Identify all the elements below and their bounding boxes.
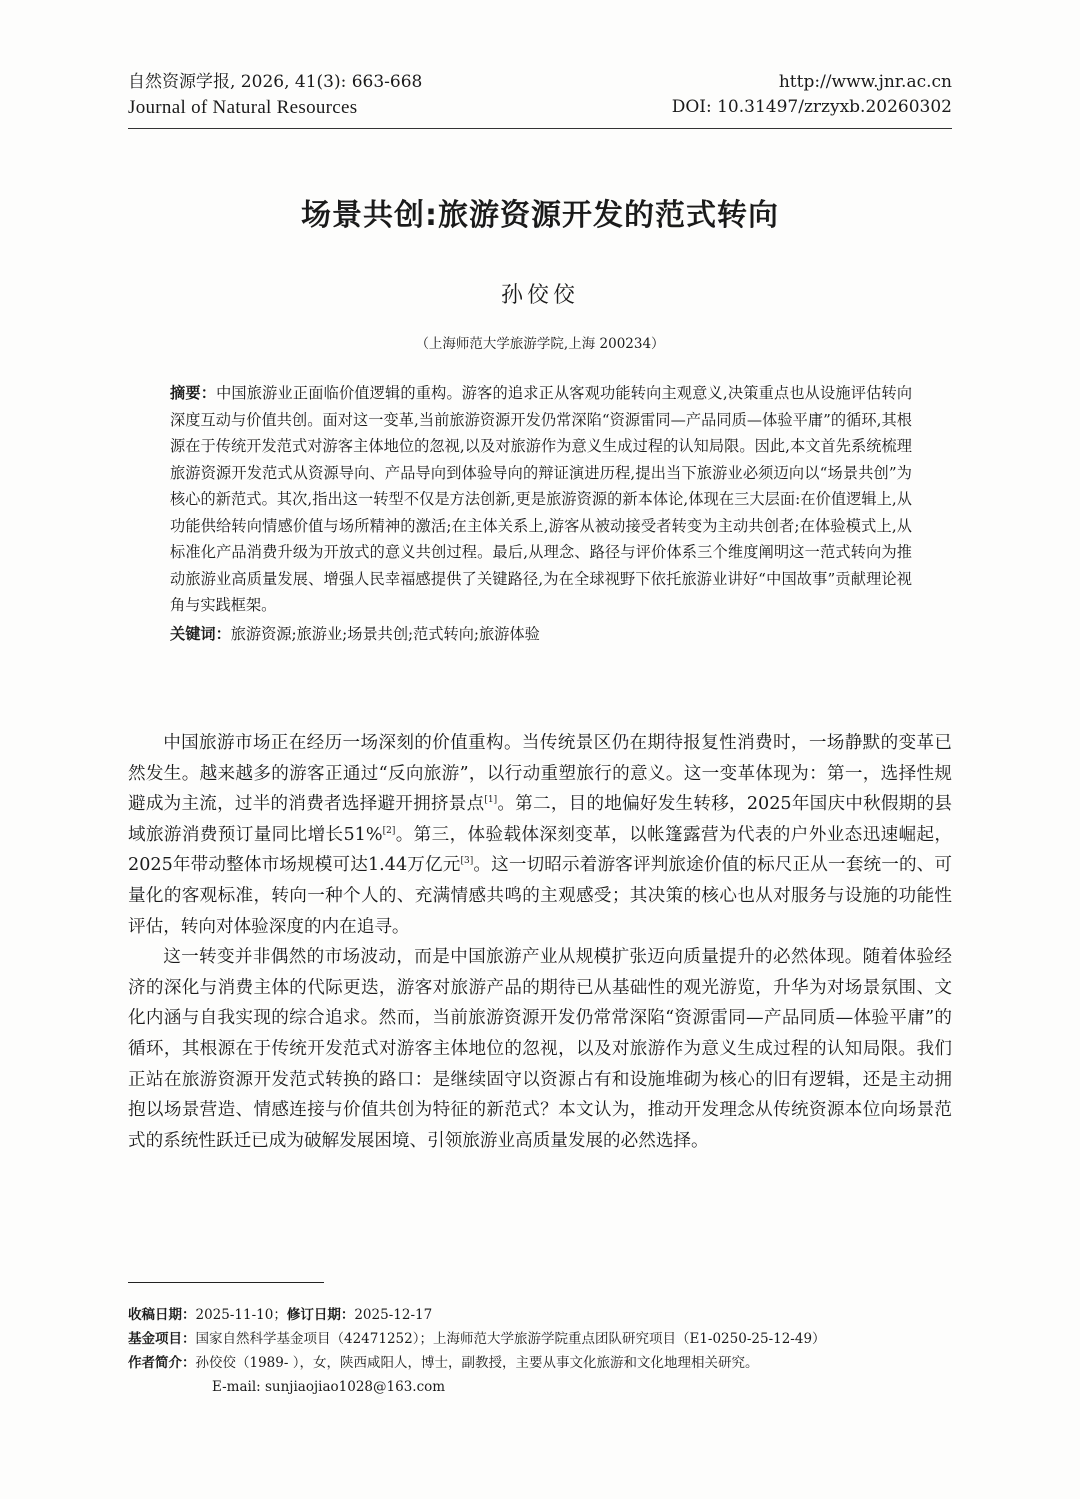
footnotes — [128, 1303, 952, 1399]
footnote-rule — [128, 1282, 324, 1283]
paragraph-1 — [128, 728, 952, 942]
revised-label: 修订日期： — [286, 1307, 355, 1323]
citation-1[interactable]: [1] — [484, 795, 498, 806]
received-label: 收稿日期： — [128, 1307, 196, 1323]
abstract-label: 摘要： — [170, 384, 217, 402]
received-date: 2025-11-10； — [195, 1307, 287, 1323]
header-left — [128, 70, 422, 120]
article-title: 场景共创:旅游资源开发的范式转向 — [301, 198, 779, 233]
p1-part-d: 。这一切昭示着游客评判旅途价值的标尺正从一套统一的、可量化的客观标准，转向一种个人的、充满情感共鸣的主观感受；其决策的核心也从对服务与设施的功能性评估，转向对体验深度的内在追寻。 — [128, 855, 952, 937]
keywords-list: 旅游资源;旅游业;场景共创;范式转向;旅游体验 — [230, 624, 540, 643]
p1-part-c: 。第三，体验载体深刻变革，以帐篷露营为代表的户外业态迅速崛起，2025年带动整体市场规模可达1.44万亿元 — [128, 824, 952, 876]
main-text — [128, 728, 952, 1156]
journal-name: Journal of Natural Resources — [128, 97, 358, 118]
affiliation: （上海师范大学旅游学院,上海 200234） — [415, 336, 665, 352]
citation-3[interactable]: [3] — [460, 856, 474, 867]
abstract-text — [170, 380, 912, 619]
fund-text: 国家自然科学基金项目（42471252）；上海师范大学旅游学院重点团队研究项目（E1-0250-25-12-49） — [195, 1331, 826, 1347]
author-name: 孙佼佼 — [500, 283, 579, 308]
p1-part-a: 中国旅游市场正在经历一场深刻的价值重构。当传统景区仍在期待报复性消费时，一场静默的变革已然发生。越来越多的游客正通过“反向旅游”，以行动重塑旅行的意义。这一变革体现为：第一，选择性规避成为主流，过半的消费者选择避开拥挤景点 — [128, 733, 952, 815]
author-email[interactable]: E-mail: sunjiaojiao1028@163.com — [212, 1379, 446, 1395]
fund-line — [128, 1327, 952, 1351]
citation-2[interactable]: [2] — [382, 825, 396, 836]
keywords-label: 关键词： — [170, 624, 231, 643]
bio-text: 孙佼佼（1989- ），女，陕西咸阳人，博士，副教授，主要从事文化旅游和文化地理相关研究。 — [195, 1355, 759, 1371]
journal-citation: 自然资源学报, 2026, 41(3): 663-668 — [128, 72, 423, 92]
header-rule — [128, 128, 952, 129]
fund-label: 基金项目： — [128, 1331, 196, 1347]
dates-line — [128, 1303, 952, 1327]
bio-label: 作者简介： — [128, 1355, 196, 1371]
revised-date: 2025-12-17 — [354, 1307, 433, 1323]
abstract — [170, 380, 912, 647]
paragraph-2: 这一转变并非偶然的市场波动，而是中国旅游产业从规模扩张迈向质量提升的必然体现。随着体验经济的深化与消费主体的代际更迭，游客对旅游产品的期待已从基础性的观光游览，升华为对场景氛围、文化内涵与自我实现的综合追求。然而，当前旅游资源开发仍常常深陷“资源雷同—产品同质—体验平庸”的循环，其根源在于传统开发范式对游客主体地位的忽视，以及对旅游作为意义生成过程的认知局限。我们正站在旅游资源开发范式转换的路口：是继续固守以资源占有和设施堆砌为核心的旧有逻辑，还是主动拥抱以场景营造、情感连接与价值共创为特征的新范式？本文认为，推动开发理念从传统资源本位向场景范式的系统性跃迁已成为破解发展困境、引领旅游业高质量发展的必然选择。 — [128, 947, 952, 1151]
doi[interactable]: DOI: 10.31497/zrzyxb.20260302 — [671, 97, 952, 117]
journal-url[interactable]: http://www.jnr.ac.cn — [778, 72, 952, 92]
keywords — [170, 621, 912, 648]
abstract-body: 中国旅游业正面临价值逻辑的重构。游客的追求正从客观功能转向主观意义,决策重点也从设施评估转向深度互动与价值共创。面对这一变革,当前旅游资源开发仍常深陷“资源雷同—产品同质—体验平庸”的循环,其根源在于传统开发范式对游客主体地位的忽视,以及对旅游作为意义生成过程的认知局限。因此,本文首先系统梳理旅游资源开发范式从资源导向、产品导向到体验导向的辩证演进历程,提出当下旅游业必须迈向以“场景共创”为核心的新范式。其次,指出这一转型不仅是方法创新,更是旅游资源的新本体论,体现在三大层面:在价值逻辑上,从功能供给转向情感价值与场所精神的激活;在主体关系上,游客从被动接受者转变为主动共创者;在体验模式上,从标准化产品消费升级为开放式的意义共创过程。最后,从理念、路径与评价体系三个维度阐明这一范式转向为推动旅游业高质量发展、增强人民幸福感提供了关键路径,为在全球视野下依托旅游业讲好“中国故事”贡献理论视角与实践框架。 — [170, 384, 913, 614]
p1-part-b: 。第二，目的地偏好发生转移，2025年国庆中秋假期的县域旅游消费预订量同比增长51% — [128, 794, 952, 845]
bio-line — [128, 1351, 952, 1375]
header-right — [672, 70, 952, 120]
